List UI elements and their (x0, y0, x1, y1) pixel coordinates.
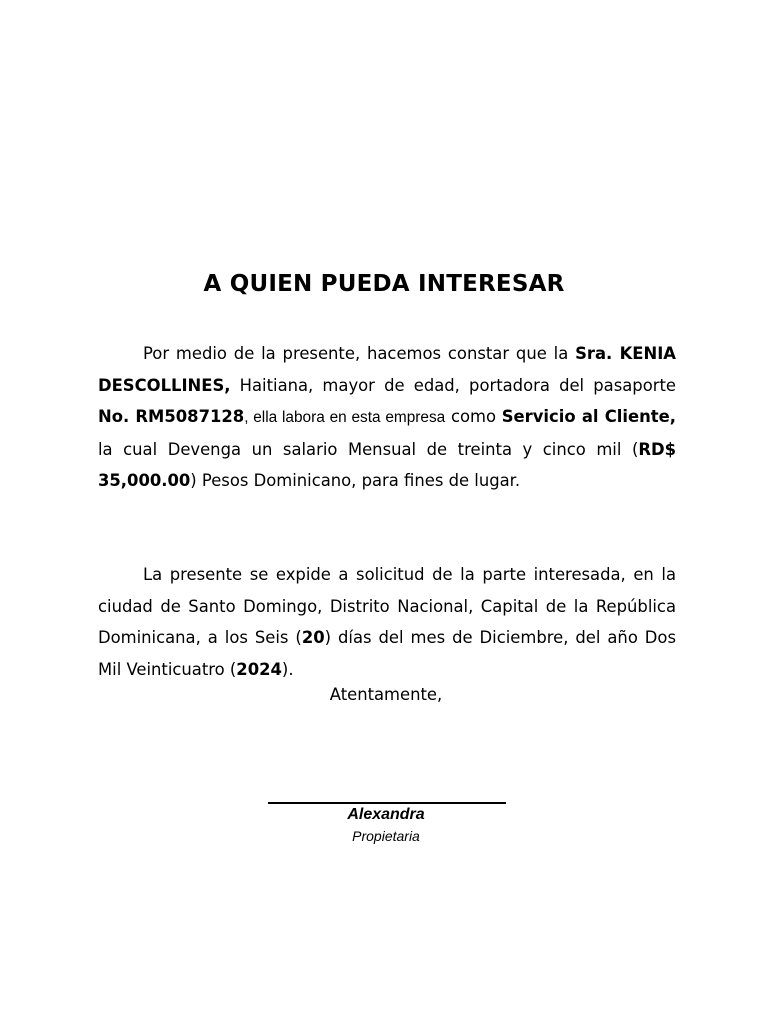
p2-text-1: La presente se expide a solicitud de la parte interesada, en la ciudad de Santo Domingo, Distrito Nacional, Capital de la República Dominicana, a los Seis ( (98, 565, 676, 648)
signatory-role: Propietaria (352, 828, 420, 844)
closing-salutation: Atentamente, (329, 685, 443, 704)
p1-text-6: ) Pesos Dominicano, para fines de lugar. (190, 471, 521, 491)
p2-text-2: ) días del mes de Diciembre, del año Dos Mil Veinticuatro ( (98, 628, 676, 679)
p1-job-position: Servicio al Cliente, (501, 407, 676, 427)
p1-employee-name: Sra. KENIA DESCOLLINES, (98, 344, 676, 395)
p1-text-2: Haitiana, mayor de edad, portadora del pasaporte (230, 375, 676, 395)
p1-text-5: la cual Devenga un salario Mensual de treinta y cinco mil ( (98, 439, 639, 459)
p1-text-1: Por medio de la presente, hacemos constar que la (143, 344, 576, 363)
p1-text-4: como (445, 407, 502, 427)
signatory-name: Alexandra (347, 806, 425, 823)
p2-text-3: ). (281, 659, 294, 679)
p2-day-number: 20 (301, 628, 325, 648)
signature-line (268, 802, 506, 804)
paragraph-issuance (98, 559, 676, 685)
p1-text-3: , ella labora en esta empresa (244, 409, 446, 427)
p2-year-number: 2024 (236, 659, 282, 679)
p1-salary-amount: RD$ 35,000.00 (98, 439, 676, 491)
p1-passport-number: No. RM5087128 (98, 407, 245, 427)
paragraph-certification (98, 338, 676, 497)
document-title: A QUIEN PUEDA INTERESAR (203, 271, 565, 297)
